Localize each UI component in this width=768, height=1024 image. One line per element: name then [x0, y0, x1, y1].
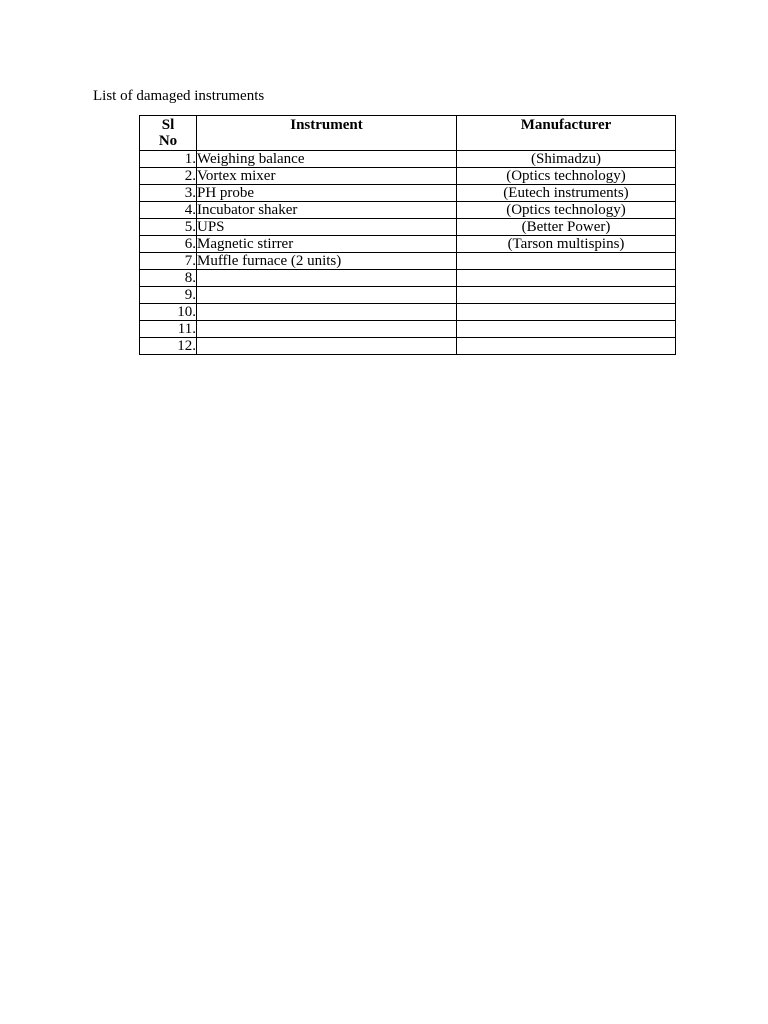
cell-instrument [197, 304, 457, 321]
cell-manufacturer: (Eutech instruments) [457, 185, 676, 202]
header-manufacturer: Manufacturer [457, 116, 676, 151]
cell-instrument: Magnetic stirrer [197, 236, 457, 253]
cell-sl-no: 5. [140, 219, 197, 236]
cell-manufacturer [457, 287, 676, 304]
table-row [140, 321, 676, 338]
header-sl-no [140, 116, 197, 151]
damaged-instruments-table [139, 115, 676, 355]
table-row [140, 304, 676, 321]
cell-manufacturer [457, 270, 676, 287]
table-row [140, 168, 676, 185]
cell-instrument: Incubator shaker [197, 202, 457, 219]
table-row [140, 219, 676, 236]
cell-manufacturer [457, 304, 676, 321]
cell-sl-no: 10. [140, 304, 197, 321]
cell-instrument: PH probe [197, 185, 457, 202]
table-row [140, 270, 676, 287]
header-sl-no-label: Sl No [158, 117, 178, 149]
cell-manufacturer: (Optics technology) [457, 202, 676, 219]
cell-instrument: Weighing balance [197, 151, 457, 168]
cell-manufacturer: (Tarson multispins) [457, 236, 676, 253]
document-title: List of damaged instruments [93, 88, 265, 104]
cell-instrument [197, 287, 457, 304]
table-row [140, 151, 676, 168]
table-row [140, 185, 676, 202]
cell-instrument: Vortex mixer [197, 168, 457, 185]
table-header-row [140, 116, 676, 151]
cell-sl-no: 6. [140, 236, 197, 253]
header-instrument: Instrument [197, 116, 457, 151]
cell-manufacturer: (Better Power) [457, 219, 676, 236]
cell-sl-no: 11. [140, 321, 197, 338]
cell-manufacturer [457, 253, 676, 270]
cell-sl-no: 12. [140, 338, 197, 355]
cell-sl-no: 1. [140, 151, 197, 168]
cell-sl-no: 2. [140, 168, 197, 185]
cell-sl-no: 3. [140, 185, 197, 202]
cell-manufacturer: (Optics technology) [457, 168, 676, 185]
cell-sl-no: 8. [140, 270, 197, 287]
cell-instrument: UPS [197, 219, 457, 236]
cell-instrument [197, 270, 457, 287]
cell-sl-no: 4. [140, 202, 197, 219]
cell-manufacturer [457, 338, 676, 355]
cell-instrument: Muffle furnace (2 units) [197, 253, 457, 270]
table-row [140, 236, 676, 253]
table-row [140, 253, 676, 270]
table-row [140, 287, 676, 304]
cell-manufacturer: (Shimadzu) [457, 151, 676, 168]
cell-sl-no: 7. [140, 253, 197, 270]
table-row [140, 202, 676, 219]
cell-sl-no: 9. [140, 287, 197, 304]
cell-instrument [197, 338, 457, 355]
cell-manufacturer [457, 321, 676, 338]
table-row [140, 338, 676, 355]
cell-instrument [197, 321, 457, 338]
